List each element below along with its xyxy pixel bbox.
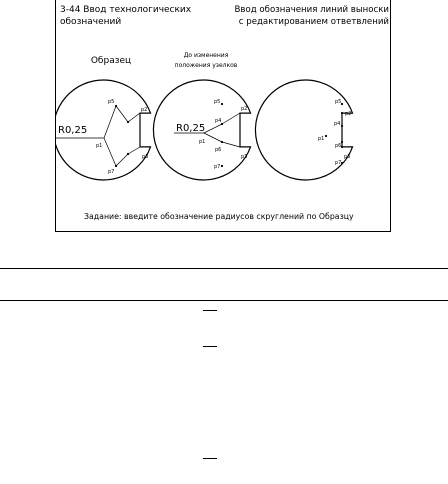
task-text: Задание: введите обозначение радиусов скруглений по Образцу xyxy=(84,212,354,221)
label-p1-before: p1 xyxy=(199,139,206,145)
header-right-line2: с редактированием ответвлений xyxy=(238,17,389,27)
label-p2-before: p2 xyxy=(241,106,248,112)
nodes-target xyxy=(325,103,343,164)
header-left-line1: 3-44 Ввод технологических xyxy=(60,5,192,15)
label-p2-target: p2 xyxy=(345,111,352,117)
short-dash-3 xyxy=(203,458,217,459)
short-dash-1 xyxy=(203,310,217,311)
label-p5-before: p5 xyxy=(214,99,221,105)
panel-title-before-line1: До изменения xyxy=(183,52,229,59)
separator-line-top xyxy=(0,268,448,269)
label-p4-target: p4 xyxy=(334,121,341,127)
label-p7-target: p7 xyxy=(335,160,342,166)
label-p1-target: p1 xyxy=(318,136,325,142)
header-left-line2: обозначений xyxy=(60,17,122,27)
label-p3-before: p3 xyxy=(241,154,248,160)
drawing-sheet xyxy=(55,0,391,232)
header-right-line1: Ввод обозначения линий выноски xyxy=(234,5,389,15)
leader-lines-sample xyxy=(56,106,140,166)
label-p7-sample: p7 xyxy=(108,169,115,175)
label-p1-sample: p1 xyxy=(96,143,103,149)
label-p2-sample: p2 xyxy=(141,107,148,113)
label-p3-target: p3 xyxy=(344,154,351,160)
panel-title-before-line2: положения узелков xyxy=(174,62,238,69)
panel-title-sample: Образец xyxy=(90,56,132,66)
radius-label-before: R0,25 xyxy=(176,123,206,134)
label-p7-before: p7 xyxy=(214,164,221,170)
label-p6-target: p6 xyxy=(335,143,342,149)
label-p5-target: p5 xyxy=(335,99,342,105)
short-dash-2 xyxy=(203,346,217,347)
drawing-canvas xyxy=(56,0,392,232)
separator-line-bottom xyxy=(0,300,448,301)
label-p5-sample: p5 xyxy=(108,99,115,105)
label-p3-sample: p3 xyxy=(142,154,149,160)
nodes-before xyxy=(221,103,223,167)
label-p6-before: p6 xyxy=(215,147,222,153)
label-p4-before: p4 xyxy=(215,118,222,124)
radius-label-sample: R0,25 xyxy=(58,125,88,136)
